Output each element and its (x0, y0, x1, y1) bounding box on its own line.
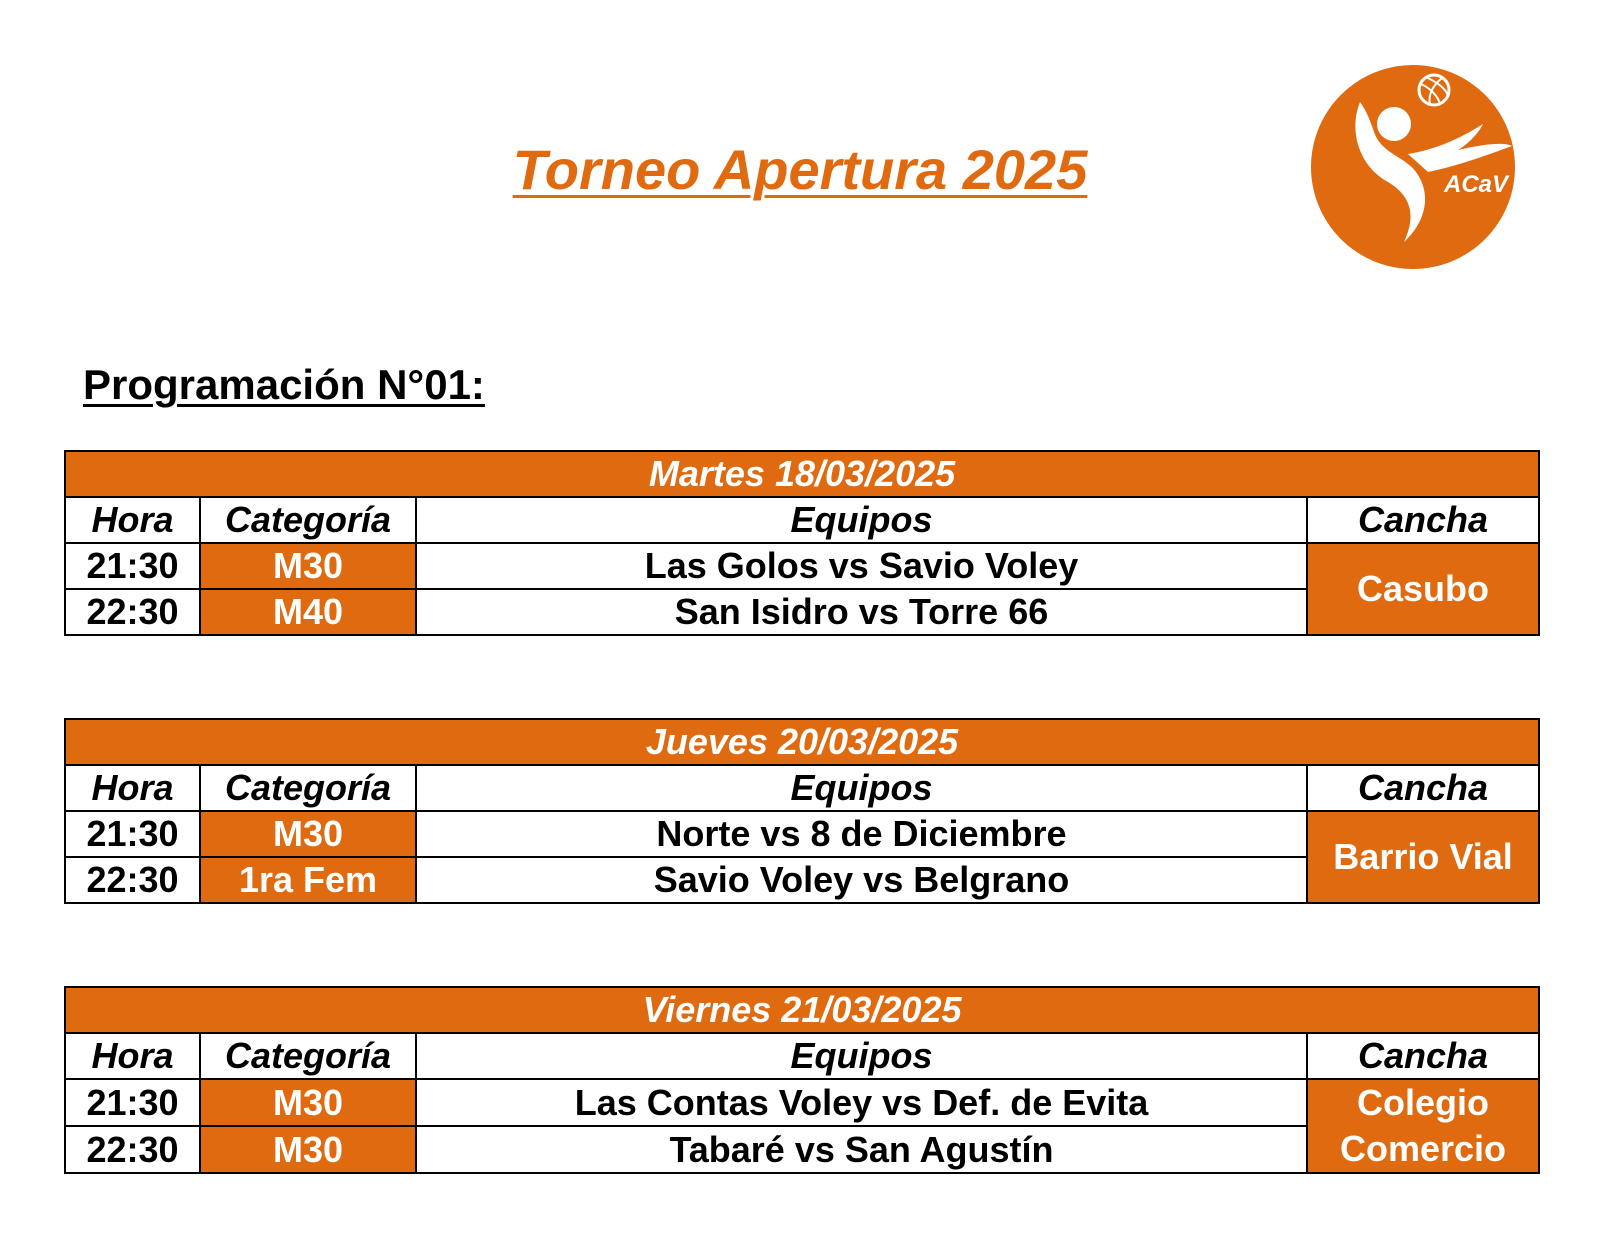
day-header: Martes 18/03/2025 (65, 451, 1539, 497)
column-header-equipos: Equipos (416, 497, 1307, 543)
match-court: Casubo (1307, 543, 1539, 635)
match-teams: Norte vs 8 de Diciembre (416, 811, 1307, 857)
match-teams: San Isidro vs Torre 66 (416, 589, 1307, 635)
match-time: 22:30 (65, 589, 200, 635)
column-header-categoria: Categoría (200, 1033, 416, 1079)
match-category: M30 (200, 1126, 416, 1173)
match-category: M30 (200, 543, 416, 589)
column-header-categoria: Categoría (200, 497, 416, 543)
table-row (65, 543, 1539, 589)
column-header-hora: Hora (65, 1033, 200, 1079)
column-header-cancha: Cancha (1307, 1033, 1539, 1079)
match-court: Colegio Comercio (1307, 1079, 1539, 1173)
acav-logo (1308, 62, 1518, 272)
match-time: 22:30 (65, 1126, 200, 1173)
column-header-cancha: Cancha (1307, 765, 1539, 811)
day-table-viernes (64, 986, 1540, 1174)
logo-text: ACaV (1443, 171, 1509, 198)
match-teams: Las Golos vs Savio Voley (416, 543, 1307, 589)
match-court: Barrio Vial (1307, 811, 1539, 903)
match-teams: Tabaré vs San Agustín (416, 1126, 1307, 1173)
column-header-hora: Hora (65, 765, 200, 811)
table-row (65, 1079, 1539, 1126)
schedule-subtitle: Programación N°01: (83, 361, 485, 408)
match-teams: Las Contas Voley vs Def. de Evita (416, 1079, 1307, 1126)
match-time: 21:30 (65, 811, 200, 857)
match-time: 21:30 (65, 1079, 200, 1126)
column-header-equipos: Equipos (416, 765, 1307, 811)
day-table-martes (64, 450, 1540, 636)
column-header-equipos: Equipos (416, 1033, 1307, 1079)
match-category: M30 (200, 1079, 416, 1126)
column-header-categoria: Categoría (200, 765, 416, 811)
day-header: Viernes 21/03/2025 (65, 987, 1539, 1033)
page-title: Torneo Apertura 2025 (512, 138, 1088, 201)
table-row (65, 811, 1539, 857)
match-time: 22:30 (65, 857, 200, 903)
match-time: 21:30 (65, 543, 200, 589)
match-category: 1ra Fem (200, 857, 416, 903)
match-category: M30 (200, 811, 416, 857)
day-table-jueves (64, 718, 1540, 904)
match-teams: Savio Voley vs Belgrano (416, 857, 1307, 903)
match-category: M40 (200, 589, 416, 635)
column-header-cancha: Cancha (1307, 497, 1539, 543)
column-header-hora: Hora (65, 497, 200, 543)
volleyball-player-logo-icon (1308, 62, 1518, 272)
day-header: Jueves 20/03/2025 (65, 719, 1539, 765)
